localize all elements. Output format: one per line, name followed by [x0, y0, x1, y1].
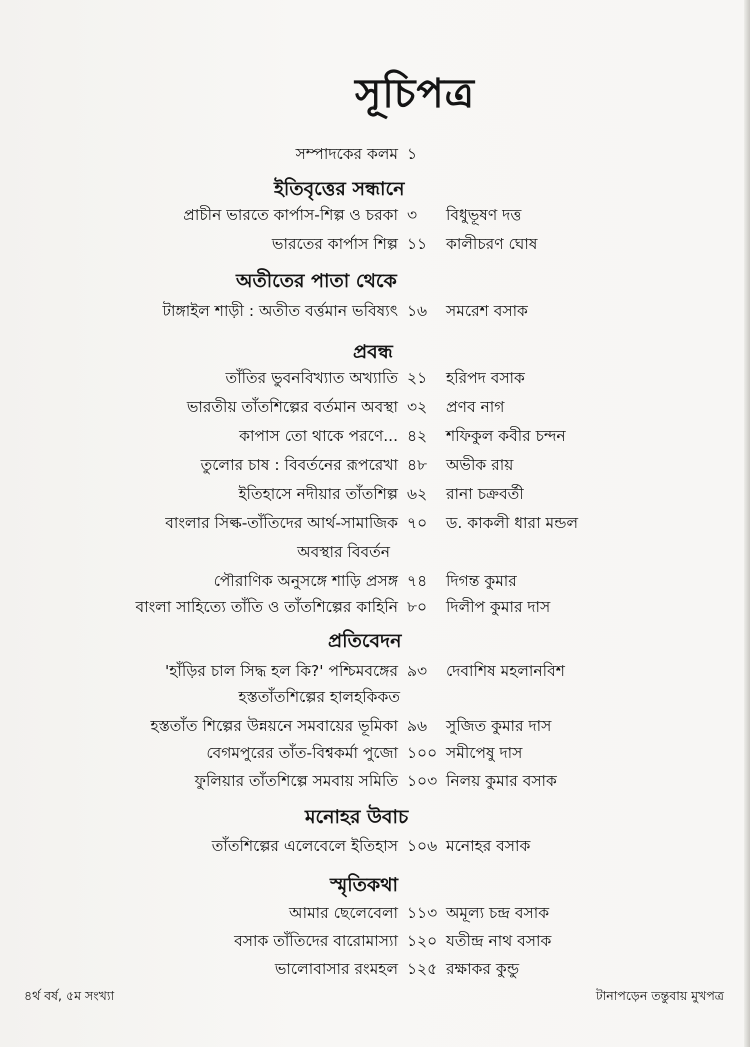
toc-entry[interactable]: [0, 740, 750, 766]
footer-issue: ৪র্থ বর্ষ, ৫ম সংখ্যা: [24, 988, 115, 1003]
entry-title: ইতিহাসে নদীয়ার তাঁতশিল্প: [238, 485, 398, 503]
toc-entry[interactable]: [0, 481, 750, 507]
entry-title: ফুলিয়ার তাঁতশিল্পে সমবায় সমিতি: [194, 772, 398, 790]
entry-page: ২১: [407, 369, 428, 387]
toc-entry[interactable]: [0, 928, 750, 954]
entry-page: ৭৪: [407, 572, 428, 590]
toc-entry[interactable]: [0, 713, 750, 739]
entry-title: বাংলা সাহিত্যে তাঁতি ও তাঁতশিল্পের কাহিনি: [135, 598, 398, 616]
section-heading: প্রতিবেদন: [328, 630, 402, 652]
toc-entry[interactable]: [0, 452, 750, 478]
entry-author: রক্ষাকর কুন্ডু: [446, 960, 520, 978]
entry-title: ভারতীয় তাঁতশিল্পের বর্তমান অবস্থা: [186, 398, 398, 416]
entry-author: রানা চক্রবর্তী: [446, 485, 524, 503]
entry-title: 'হাঁড়ির চাল সিদ্ধ হল কি?' পশ্চিমবঙ্গের: [165, 662, 398, 680]
entry-author: হরিপদ বসাক: [446, 369, 525, 387]
toc-entry[interactable]: [0, 298, 750, 324]
toc-entry[interactable]: [0, 768, 750, 794]
toc-entry[interactable]: [0, 833, 750, 859]
entry-title: আমার ছেলেবেলা: [289, 904, 398, 922]
section-heading: অতীতের পাতা থেকে: [236, 270, 397, 292]
entry-title-continued: হস্ততাঁতশিল্পের হালহকিকত: [238, 688, 400, 706]
entry-page: ১০০: [407, 744, 438, 762]
entry-page: ৪৮: [407, 456, 428, 474]
entry-title: বসাক তাঁতিদের বারোমাস্যা: [234, 932, 398, 950]
toc-entry[interactable]: [0, 510, 750, 536]
toc-entry[interactable]: [0, 231, 750, 257]
section-heading: প্রবন্ধ: [353, 341, 393, 363]
entry-title: পৌরাণিক অনুসঙ্গে শাড়ি প্রসঙ্গ: [213, 572, 398, 590]
toc-entry[interactable]: [0, 594, 750, 620]
entry-author: সুজিত কুমার দাস: [446, 717, 552, 735]
toc-entry-editorial[interactable]: [0, 141, 750, 167]
toc-entry[interactable]: [0, 423, 750, 449]
entry-author: প্রণব নাগ: [446, 398, 505, 416]
section-heading: ইতিবৃত্তের সন্ধানে: [274, 178, 405, 200]
entry-title-continued: অবস্থার বিবর্তন: [297, 543, 390, 561]
toc-entry-continuation: [0, 539, 750, 565]
toc-entry[interactable]: [0, 658, 750, 684]
entry-page: ৩২: [407, 398, 428, 416]
entry-author: কালীচরণ ঘোষ: [446, 235, 538, 253]
entry-author: শফিকুল কবীর চন্দন: [446, 427, 566, 445]
entry-title: তুলোর চাষ : বিবর্তনের রূপরেখা: [200, 456, 398, 474]
entry-page: ৩: [407, 206, 418, 224]
entry-author: সমরেশ বসাক: [446, 302, 528, 320]
entry-page: ১১: [407, 235, 428, 253]
entry-author: দেবাশিষ মহলানবিশ: [446, 662, 565, 680]
toc-entry[interactable]: [0, 900, 750, 926]
entry-author: বিধুভূষণ দত্ত: [446, 206, 522, 224]
entry-author: অমূল্য চন্দ্র বসাক: [446, 904, 550, 922]
toc-entry[interactable]: [0, 202, 750, 228]
toc-entry[interactable]: [0, 365, 750, 391]
entry-title: কাপাস তো থাকে পরণে...: [239, 427, 398, 445]
entry-page: ৮০: [407, 598, 428, 616]
entry-page: ১: [407, 145, 418, 163]
entry-page: ৭০: [407, 514, 428, 532]
page-title: সূচিপত্র: [355, 71, 475, 117]
entry-page: ১২০: [407, 932, 438, 950]
entry-author: দিলীপ কুমার দাস: [446, 598, 551, 616]
toc-entry[interactable]: [0, 568, 750, 594]
entry-author: দিগন্ত কুমার: [446, 572, 517, 590]
entry-author: মনোহর বসাক: [446, 837, 531, 855]
toc-entry-continuation: [0, 684, 750, 710]
entry-title: বাংলার সিল্ক-তাঁতিদের আর্থ-সামাজিক: [165, 514, 398, 532]
toc-entry[interactable]: [0, 956, 750, 982]
entry-title: সম্পাদকের কলম: [295, 145, 398, 163]
entry-title: তাঁতশিল্পের এলেবেলে ইতিহাস: [211, 837, 398, 855]
entry-page: ১০৬: [407, 837, 438, 855]
entry-page: ১৬: [407, 302, 428, 320]
section-heading: মনোহর উবাচ: [305, 806, 409, 828]
entry-title: ভালোবাসার রংমহল: [274, 960, 398, 978]
entry-page: ১১৩: [407, 904, 438, 922]
entry-page: ৯৬: [407, 717, 428, 735]
footer-publication: টানাপড়েন তন্তুবায় মুখপত্র: [595, 988, 724, 1003]
entry-author: সমীপেষু দাস: [446, 744, 523, 762]
entry-author: অভীক রায়: [446, 456, 514, 474]
entry-page: ৬২: [407, 485, 428, 503]
entry-title: প্রাচীন ভারতে কার্পাস-শিল্প ও চরকা: [183, 206, 398, 224]
entry-page: ৪২: [407, 427, 428, 445]
toc-entry[interactable]: [0, 394, 750, 420]
entry-title: ভারতের কার্পাস শিল্প: [271, 235, 398, 253]
entry-title: হস্ততাঁত শিল্পের উন্নয়নে সমবায়ের ভূমিকা: [150, 717, 398, 735]
entry-page: ১০৩: [407, 772, 438, 790]
section-heading: স্মৃতিকথা: [330, 874, 399, 896]
entry-title: বেগমপুরের তাঁত-বিশ্বকর্মা পুজো: [206, 744, 398, 762]
entry-page: ১২৫: [407, 960, 438, 978]
entry-author: ড. কাকলী ধারা মন্ডল: [446, 514, 579, 532]
entry-author: নিলয় কুমার বসাক: [446, 772, 557, 790]
entry-title: টাঙ্গাইল শাড়ী : অতীত বর্ত্তমান ভবিষ্যৎ: [162, 302, 398, 320]
entry-title: তাঁতির ভুবনবিখ্যাত অখ্যাতি: [225, 369, 398, 387]
entry-page: ৯৩: [407, 662, 428, 680]
entry-author: যতীন্দ্র নাথ বসাক: [446, 932, 552, 950]
